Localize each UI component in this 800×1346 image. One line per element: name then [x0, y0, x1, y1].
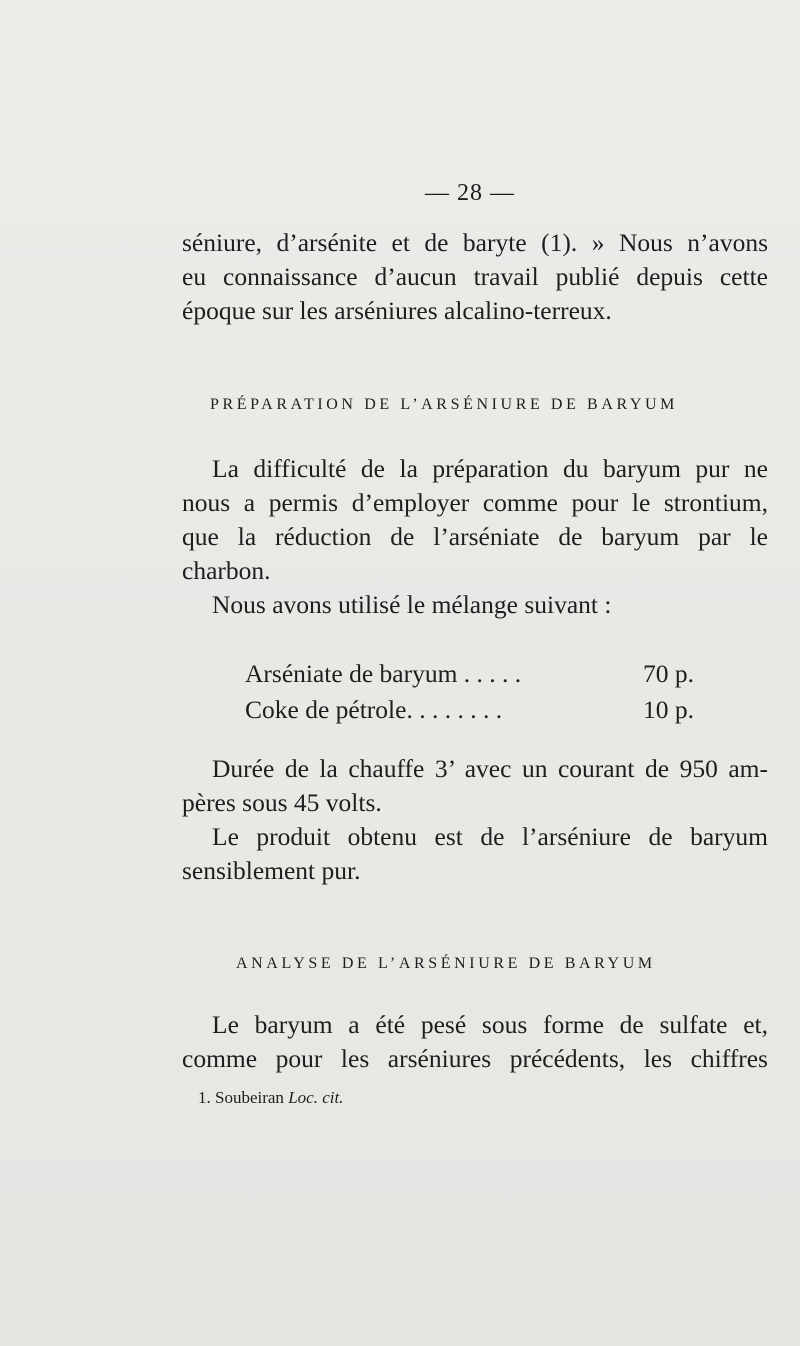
footnote-author: Soubeiran	[215, 1088, 284, 1107]
footnote-number: 1.	[198, 1088, 211, 1107]
intro-line-2: eu connaissance d’aucun travail publié depuis cette	[182, 262, 768, 291]
mixture-item: Arséniate de baryum . . . . .	[245, 659, 522, 688]
prep-p4-line-1: Le produit obtenu est de l’arséniure de baryum	[212, 822, 768, 851]
preparation-paragraph-4	[182, 820, 768, 888]
page-number: — 28 —	[425, 180, 515, 206]
section-heading-preparation: PRÉPARATION DE L’ARSÉNIURE DE BARYUM	[210, 396, 679, 413]
prep-p3-line-2: pères sous 45 volts.	[182, 788, 382, 817]
preparation-paragraph-3	[182, 752, 768, 820]
prep-p2-line-1: Nous avons utilisé le mélange suivant :	[212, 590, 612, 619]
footnote-reference: Loc. cit.	[288, 1088, 344, 1107]
mixture-row	[245, 692, 715, 728]
mixture-list	[245, 656, 715, 728]
footnote	[198, 1088, 343, 1108]
preparation-paragraph-2	[182, 588, 768, 622]
mixture-amount: 70 p.	[643, 659, 694, 688]
prep-p1-line-2: nous a permis d’employer comme pour le strontium,	[182, 488, 768, 517]
intro-line-3: époque sur les arséniures alcalino-terreux.	[182, 296, 612, 325]
analyse-paragraph-1	[182, 1008, 768, 1076]
intro-paragraph	[182, 226, 768, 328]
preparation-paragraph-1	[182, 452, 768, 588]
prep-p1-line-3: que la réduction de l’arséniate de baryum par le	[182, 522, 768, 551]
intro-line-1: séniure, d’arsénite et de baryte (1). » Nous n’avons	[182, 228, 768, 257]
prep-p3-line-1: Durée de la chauffe 3’ avec un courant de 950 am-	[212, 754, 768, 783]
prep-p4-line-2: sensiblement pur.	[182, 856, 361, 885]
mixture-item: Coke de pétrole. . . . . . . .	[245, 695, 503, 724]
analyse-p1-line-1: Le baryum a été pesé sous forme de sulfate et,	[212, 1010, 768, 1039]
prep-p1-line-4: charbon.	[182, 556, 271, 585]
mixture-amount: 10 p.	[643, 695, 694, 724]
prep-p1-line-1: La difficulté de la préparation du baryum pur ne	[212, 454, 768, 483]
section-heading-analyse: ANALYSE DE L’ARSÉNIURE DE BARYUM	[236, 955, 656, 972]
mixture-row	[245, 656, 715, 692]
analyse-p1-line-2: comme pour les arséniures précédents, les chiffres	[182, 1044, 768, 1073]
